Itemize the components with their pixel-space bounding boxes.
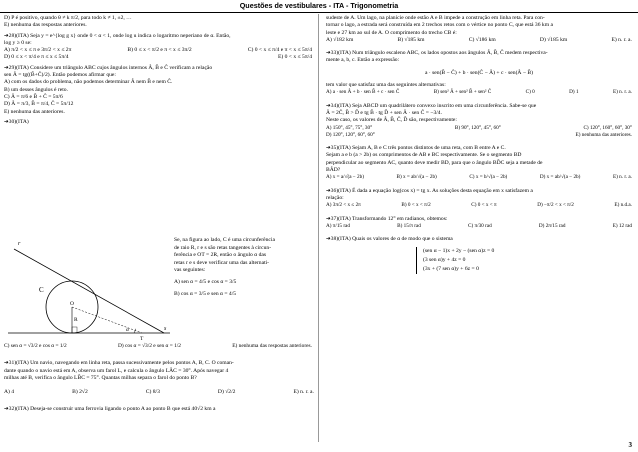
label-s: s bbox=[164, 326, 167, 332]
q36-options bbox=[326, 202, 632, 209]
q35-option-b: B) x = ab/√(a − 2b) bbox=[396, 174, 437, 181]
q30-text-line: retas r e s deve verificar uma das alternati- bbox=[174, 259, 270, 266]
q35-options bbox=[326, 174, 632, 181]
q29-option-b: B) um desses ângulos é reto. bbox=[4, 86, 69, 93]
question-30 bbox=[4, 119, 312, 126]
q31-option-e: E) n. r. a. bbox=[293, 388, 314, 395]
label-r-radius: R bbox=[74, 317, 78, 323]
q28-option-e: E) 0 < x ≤ 5π/4 bbox=[277, 54, 312, 61]
q34-options-row1 bbox=[326, 125, 632, 132]
label-alpha: α bbox=[126, 327, 129, 333]
column-divider bbox=[318, 14, 319, 442]
q30-options-bottom bbox=[4, 343, 312, 350]
q36-option-c: C) 0 < x < π bbox=[471, 202, 497, 209]
question-38 bbox=[326, 236, 632, 274]
q28-option-b: B) 0 ≤ x < π/2 e π < x ≤ 3π/2 bbox=[127, 47, 192, 54]
q32-option-e: E) n. r. a. bbox=[611, 36, 632, 43]
q28-option-c: C) 0 < x ≤ π/4 e π < x ≤ 5π/4 bbox=[247, 47, 312, 54]
q36-option-a: A) 3π/2 < x ≤ 2π bbox=[326, 202, 361, 209]
q37-option-a: A) π/15 rad bbox=[326, 222, 350, 229]
q28-option-a: A) π/2 < x ≤ π e 3π/2 < x ≤ 2π bbox=[4, 47, 72, 54]
q34-option-e: E) nenhuma das anteriores. bbox=[575, 131, 632, 138]
q29-statement: ➔29)(ITA) Considere um triângulo ABC cujos ângulos internos Â, B̂ e Ĉ verificam a relação bbox=[4, 64, 213, 71]
q34-option-a: A) 150°, 45°, 75°, 30° bbox=[326, 124, 373, 131]
q35-option-d: D) x = ab/√(a − 2b) bbox=[539, 174, 581, 181]
q34-text-line: Neste caso, os valores de Â, B̂, Ĉ, D̂ são, respectivamente: bbox=[326, 117, 457, 124]
q32-statement: ➔32)(ITA) Deseja-se construir uma ferrovia ligando o ponto A ao ponto B que está 40√2 km a bbox=[4, 406, 216, 412]
q30-text-line: ferência e OT = 2R, então o ângulo α das bbox=[174, 252, 267, 258]
label-r: r bbox=[18, 241, 21, 247]
q35-text-line: BÂD? bbox=[326, 167, 341, 174]
q34-option-d: D) 120°, 120°, 60°, 60° bbox=[326, 131, 375, 138]
q33-option-b: B) sen² Â + sen² B̂ + sen² Ĉ bbox=[433, 89, 492, 96]
q34-option-c: C) 120°, 160°, 60°, 30° bbox=[583, 124, 632, 131]
question-34 bbox=[326, 103, 632, 139]
q36-option-b: B) 0 < x < π/2 bbox=[401, 202, 431, 209]
q33-options bbox=[326, 89, 632, 96]
segment-ot bbox=[72, 307, 142, 333]
q34-option-b: B) 90°, 120°, 45°, 60° bbox=[454, 124, 501, 131]
q36-text-line: relação: bbox=[326, 194, 344, 201]
q32-option-d: D) √185 km bbox=[539, 36, 568, 43]
q30-text-line: Se, na figura ao lado, C é uma circunferência bbox=[174, 237, 275, 243]
q33-text-line: ➔33)(ITA) Num triângulo escaleno ABC, os lados opostos aos ângulos Â, B̂, Ĉ medem respectiva- bbox=[326, 50, 548, 57]
q33-expression: a · sen(B̂ − Ĉ) + b · sen(Ĉ − Â) + c · sen(Â − B̂) bbox=[424, 69, 534, 76]
question-36 bbox=[326, 188, 632, 210]
q27-option-d: D) P é positivo, quando θ ≠ k π/2, para todo k ≠ 1, ±2, … bbox=[4, 15, 132, 21]
q28-options-row2 bbox=[4, 54, 312, 61]
q33-option-c: C) 0 bbox=[525, 89, 535, 96]
q30-option-d: D) cos α = √3/2 e sen α = 1/2 bbox=[117, 343, 181, 349]
q33-option-a: A) a · sen Â + b · sen B̂ + c · sen Ĉ bbox=[326, 89, 400, 96]
q34-options-row2 bbox=[326, 132, 632, 139]
page-number: 3 bbox=[628, 441, 632, 449]
q33-option-e: E) n. r. a. bbox=[612, 89, 632, 96]
q30-figure bbox=[4, 221, 172, 341]
q36-option-d: D) −π/2 < x < π/2 bbox=[537, 202, 574, 209]
q38-system bbox=[416, 247, 632, 274]
q29-option-a: A) com os dados do problema, não podemos determinar Â nem B̂ e nem Ĉ. bbox=[4, 79, 173, 86]
q35-text-line: ➔35)(ITA) Sejam A, B e C três pontos distintos de uma reta, com B entre A e C. bbox=[326, 145, 506, 152]
q32-option-b: B) √185 km bbox=[397, 36, 425, 43]
q29-option-d: D) Â = π/3, B̂ = π/4, Ĉ = 5π/12 bbox=[4, 101, 74, 108]
label-c: C bbox=[39, 286, 44, 294]
q38-statement: ➔38)(ITA) Quais os valores de α de modo que o sistema bbox=[326, 236, 453, 243]
q28-option-d: D) 0 ≤ x < π/4 e π ≤ x ≤ 5π/4 bbox=[4, 54, 69, 61]
line-r bbox=[14, 249, 164, 333]
angle-alpha-arc bbox=[134, 329, 136, 333]
question-31 bbox=[4, 360, 314, 414]
q30-text-block bbox=[174, 237, 314, 299]
q32-cont-line: leste e 27 km ao sul de A. O comprimento do trecho CB é: bbox=[326, 29, 457, 36]
q35-option-e: E) n. r. a. bbox=[612, 174, 632, 181]
right-column bbox=[326, 15, 632, 274]
q31-option-c: C) 8/3 bbox=[145, 388, 160, 395]
q30-text-line: vas seguintes: bbox=[174, 267, 206, 273]
q32-option-a: A) √182 km bbox=[326, 36, 354, 43]
q30-text-line: de raio R, r e s são retas tangentes à circun- bbox=[174, 244, 272, 251]
q34-text-line: Â = 2Ĉ, B̂ > D̂ e tg B̂ · tg D̂ + sen Â · sen Ĉ = −3/4. bbox=[326, 109, 442, 116]
q31-text-line: ➔31)(ITA) Um navio, navegando em linha reta, passa sucessivamente pelos pontos A, B, C. O coman- bbox=[4, 360, 234, 366]
q29-statement-2: sen Â = tg((B̂+Ĉ)/2). Então podemos afirmar que: bbox=[4, 72, 116, 79]
question-29 bbox=[4, 65, 312, 116]
q35-option-a: A) x = a/√(a − 2b) bbox=[326, 174, 364, 181]
q34-text-line: ➔34)(ITA) Seja ABCD um quadrilátero convexo inscrito em uma circunferência. Sabe-se que bbox=[326, 102, 537, 109]
q35-text-line: perpendicular ao segmento AC, quanto deve medir BD, para que o ângulo BD̂C seja a metade de bbox=[326, 159, 543, 166]
q31-text-line: milhas até B, verifica o ângulo LB̂C = 75°. Quantas milhas separa o farol do ponto B? bbox=[4, 375, 197, 381]
q31-option-d: D) √2/2 bbox=[217, 388, 236, 395]
question-35 bbox=[326, 145, 632, 181]
q38-equation-1: (sen α − 1)x + 2y − (sen α)z = 0 bbox=[423, 248, 495, 255]
q30-option-e: E) nenhuma das respostas anteriores. bbox=[232, 343, 312, 349]
q35-option-c: C) x = b/√(a − 2b) bbox=[469, 174, 508, 181]
q30-heading: ➔30)(ITA) bbox=[4, 118, 29, 125]
q37-option-e: E) 12 rad bbox=[612, 222, 632, 229]
right-angle-mark bbox=[72, 327, 77, 333]
q33-text-line-2: tem valor que satisfaz uma das seguintes alternativas: bbox=[326, 82, 446, 89]
q35-text-line: Sejam a e b (a > 2b) os comprimentos de AB e BC respectivamente. Se o segmento BD bbox=[326, 152, 522, 159]
q30-option-b: B) cos α = 3/5 e sen α = 4/5 bbox=[174, 291, 237, 297]
q37-option-b: B) 15/π rad bbox=[397, 222, 421, 229]
q28-statement-2: log y ≥ 0 se: bbox=[4, 39, 32, 46]
left-column bbox=[4, 15, 312, 126]
q31-text-line: dante quando o navio está em A, observa um farol L, e calcula o ângulo LÂC = 30°. Após navegar 4 bbox=[4, 367, 229, 374]
label-o: O bbox=[70, 301, 74, 307]
q31-option-a: A) 4 bbox=[4, 388, 15, 395]
label-t: T bbox=[140, 336, 144, 341]
q32-cont-line: tornar o lago, a estrada será construída em 2 trechos retos com o vértice no ponto C, que está 36 km a bbox=[326, 22, 553, 29]
q29-option-e: E) nenhuma das anteriores. bbox=[4, 108, 65, 115]
q33-text-line: mente a, b, c. Então a expressão: bbox=[326, 57, 400, 64]
q32-cont-line: sudeste de A. Um lago, na planície onde estão A e B impede a construção em linha reta. Para con- bbox=[326, 15, 545, 21]
q37-option-c: C) π/30 rad bbox=[468, 222, 492, 229]
page-header: Questões de vestibulares - ITA - Trigonometria bbox=[0, 0, 638, 13]
q31-option-b: B) 2√2 bbox=[72, 388, 88, 395]
q38-equation-3: (3x + (7 sen α)y + 6z = 0 bbox=[423, 266, 479, 273]
q32-options bbox=[326, 37, 632, 44]
q29-option-c: C) Â = π/6 e B̂ + Ĉ = 5π/6 bbox=[4, 93, 63, 100]
q33-option-d: D) 1 bbox=[569, 89, 579, 96]
q36-option-e: E) n.d.a. bbox=[614, 202, 632, 209]
question-28 bbox=[4, 33, 312, 62]
question-37 bbox=[326, 216, 632, 231]
q31-options bbox=[4, 389, 314, 397]
q37-option-d: D) 2π/15 rad bbox=[538, 222, 566, 229]
q30-option-a: A) sen α = 4/5 e cos α = 3/5 bbox=[174, 278, 237, 285]
q37-options bbox=[326, 223, 632, 230]
q32-option-c: C) √186 km bbox=[468, 36, 496, 43]
question-33 bbox=[326, 50, 632, 96]
q28-statement: ➔28)(ITA) Seja y = e^{log g x} onde 0 < α < 1, onde log u indica o logaritmo neperiano de α. Então, bbox=[4, 32, 231, 39]
q36-text-line: ➔36)(ITA) É dada a equação log(cos x) = tg x. As soluções desta equação em x satisfazem a bbox=[326, 187, 533, 194]
q30-option-c: C) sen α = √3/2 e cos α = 1/2 bbox=[4, 343, 67, 349]
q37-statement: ➔37)(ITA) Transformando 12° em radianos, obtemos: bbox=[326, 215, 448, 222]
q27-option-e: E) nenhuma das respostas anteriores. bbox=[4, 22, 87, 29]
q38-equation-2: (3 sen α)y + 4z = 0 bbox=[423, 257, 466, 264]
